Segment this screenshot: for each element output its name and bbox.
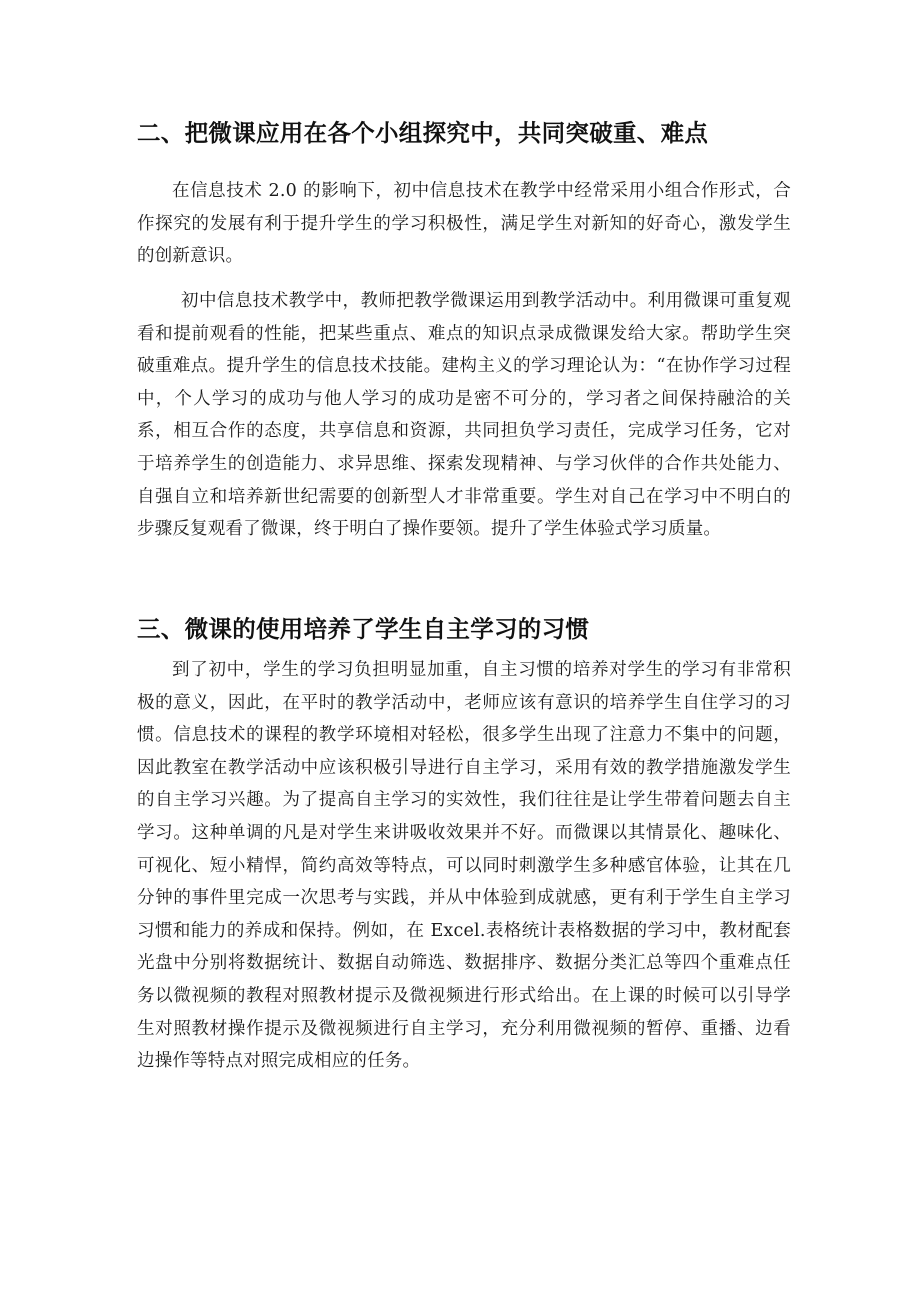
section-2-paragraph-1: 在信息技术 2.0 的影响下，初中信息技术在教学中经常采用小组合作形式，合作探究的发展有利于提升学生的学习积极性，满足学生对新知的好奇心，激发学生的创新意识。: [137, 181, 791, 267]
section-heading-3: 三、微课的使用培养了学生自主学习的习惯: [137, 615, 590, 643]
section-heading-2: 二、把微课应用在各个小组探究中，共同突破重、难点: [137, 119, 709, 147]
section-2-paragraph-2: 初中信息技术教学中，教师把教学微课运用到教学活动中。利用微课可重复观看和提前观看的性能，把某些重点、难点的知识点录成微课发给大家。帮助学生突破重难点。提升学生的信息技术技能。建构主义的学习理论认为：“在协作学习过程中，个人学习的成功与他人学习的成功是密不可分的，学习者之间保持融洽的关系，相互合作的态度，共享信息和资源，共同担负学习责任，完成学习任务，它对于培养学生的创造能力、求异思维、探索发现精神、与学习伙伴的合作共处能力、自强自立和培养新世纪需要的创新型人才非常重要。学生对自己在学习中不明白的步骤反复观看了微课，终于明白了操作要领。提升了学生体验式学习质量。: [137, 291, 791, 540]
section-3-paragraph-1: 到了初中，学生的学习负担明显加重，自主习惯的培养对学生的学习有非常积极的意义，因此，在平时的教学活动中，老师应该有意识的培养学生自住学习的习惯。信息技术的课程的教学环境相对轻松，很多学生出现了注意力不集中的问题，因此教室在教学活动中应该积极引导进行自主学习，采用有效的教学措施激发学生的自主学习兴趣。为了提高自主学习的实效性，我们往往是让学生带着问题去自主学习。这种单调的凡是对学生来讲吸收效果并不好。而微课以其情景化、趣味化、可视化、短小精悍，简约高效等特点，可以同时刺激学生多种感官体验，让其在几分钟的事件里完成一次思考与实践，并从中体验到成就感，更有利于学生自主学习习惯和能力的养成和保持。例如，在 Excel.表格统计表格数据的学习中，教材配套光盘中分别将数据统计、数据自动筛选、数据排序、数据分类汇总等四个重难点任务以微视频的教程对照教材提示及微视频进行形式给出。在上课的时候可以引导学生对照教材操作提示及微视频进行自主学习，充分利用微视频的暂停、重播、边看边操作等特点对照完成相应的任务。: [137, 660, 791, 1072]
